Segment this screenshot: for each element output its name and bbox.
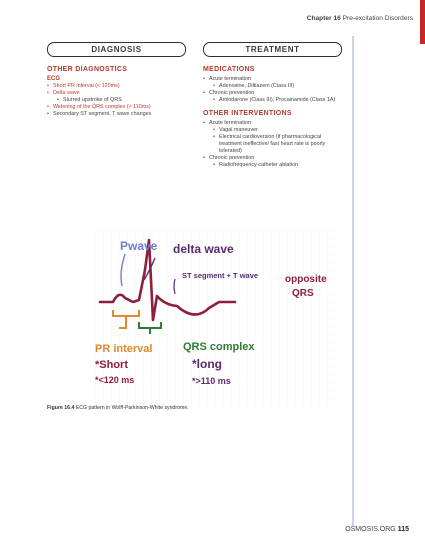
ecg-figure <box>95 230 335 405</box>
chapter-number: Chapter 16 <box>306 15 341 22</box>
med-item-amiodarone: • Amiodarone (Class III), Procainamide (Class 1A) <box>203 97 343 104</box>
other-interventions-heading: OTHER INTERVENTIONS <box>203 110 292 117</box>
diagnosis-column <box>47 66 187 118</box>
chapter-title: Pre-excitation Disorders <box>342 15 413 22</box>
figure-number: Figure 16.4 <box>47 405 75 411</box>
other-item-vagal: • Vagal maneuver <box>203 127 343 134</box>
diag-item-widening: • Widening of the QRS complex (> 110ms) <box>47 104 187 111</box>
other-item-cardioversion: • Electrical cardioversion (if pharmacological treatment ineffective/ fast heart rate is poorly tolerated) <box>203 134 343 155</box>
diag-item-secondary: • Secondary ST segment, T wave changes <box>47 111 187 118</box>
medications-heading: MEDICATIONS <box>203 66 255 73</box>
opposite-qrs-label: QRS <box>292 288 314 299</box>
qrs-complex-label: QRS complex <box>183 341 255 353</box>
treatment-column <box>203 66 343 169</box>
margin-divider <box>352 36 354 526</box>
st-segment-label: ST segment + T wave <box>182 271 259 280</box>
diagnosis-pill: DIAGNOSIS <box>47 42 186 57</box>
other-item-chronic: • Chronic prevention <box>203 155 343 162</box>
other-item-ablation: • Radiofrequency catheter ablation <box>203 162 343 169</box>
page-number: 115 <box>397 526 409 533</box>
diag-item-delta-wave: • Delta wave <box>47 90 187 97</box>
opposite-label: opposite <box>285 274 327 285</box>
med-item-adenosine: • Adenosine, Diltiazem (Class III) <box>203 83 343 90</box>
pr-short-label: *Short <box>95 359 128 371</box>
pwave-label: Pwave <box>120 239 158 253</box>
chapter-accent-bar <box>420 0 425 44</box>
ecg-label: ECG <box>47 76 61 82</box>
qrs-long-label: *long <box>192 357 222 371</box>
chapter-header <box>307 15 413 22</box>
figure-caption-text: ECG pattern in Wolff-Parkinson-White syndrome. <box>75 405 189 411</box>
pr-interval-label: PR interval <box>95 343 153 355</box>
med-item-chronic: • Chronic prevention <box>203 90 343 97</box>
qrs-gt-label: *>110 ms <box>192 376 231 386</box>
other-diagnostics-heading: OTHER DIAGNOSTICS <box>47 66 128 73</box>
diag-item-short-pr: • Short PR interval (< 120ms) <box>47 83 187 90</box>
figure-caption <box>47 405 189 411</box>
pr-lt-label: *<120 ms <box>95 375 135 385</box>
diag-item-slurred: • Slurred upstroke of QRS <box>47 97 187 104</box>
delta-wave-label: delta wave <box>173 242 234 256</box>
footer-site: OSMOSIS.ORG <box>345 526 396 533</box>
med-item-acute: • Acute termination <box>203 76 343 83</box>
other-item-acute: • Acute termination <box>203 120 343 127</box>
page-footer <box>345 526 409 533</box>
treatment-pill: TREATMENT <box>203 42 342 57</box>
